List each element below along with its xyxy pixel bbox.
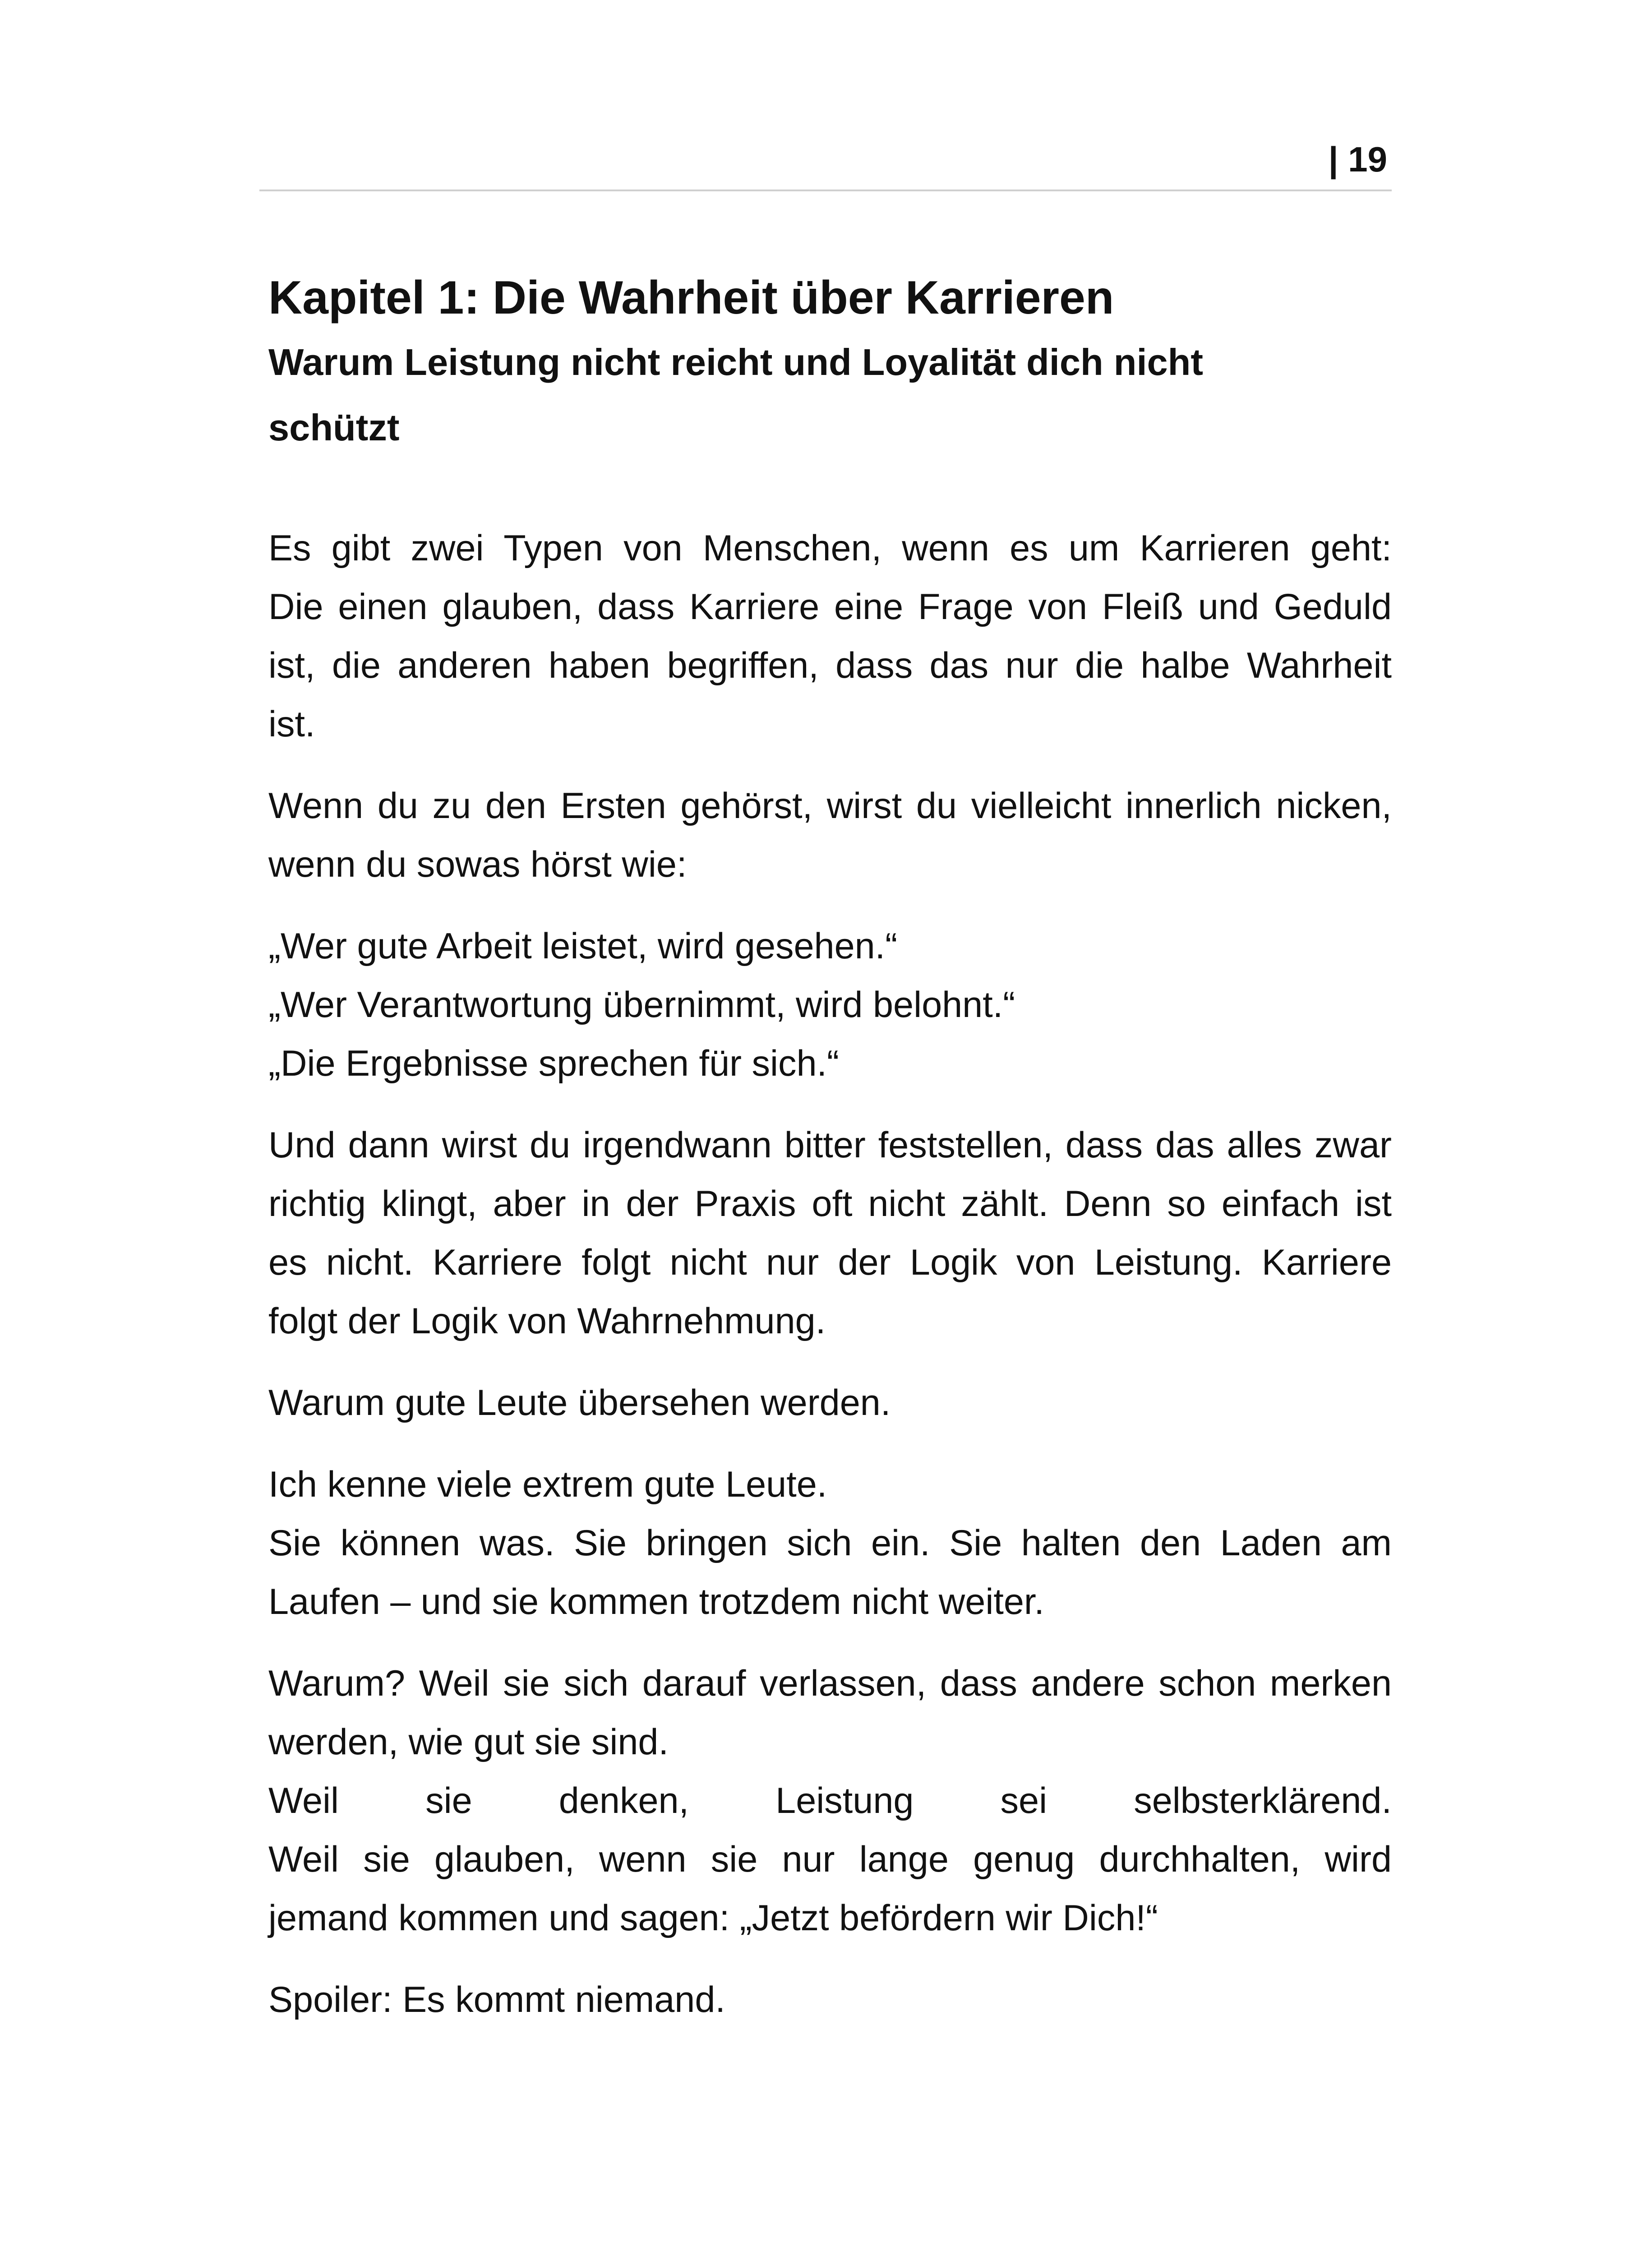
text-line: ist, die anderen haben begriffen, dass das nur die halbe Wahrheit — [268, 645, 1392, 686]
text-line: Weil sie glauben, wenn sie nur lange genug durchhalten, wird — [268, 1839, 1392, 1880]
body-text — [268, 519, 1392, 2029]
paragraph — [268, 1373, 1392, 1432]
paragraph — [268, 1455, 1392, 1631]
text-line: Warum gute Leute übersehen werden. — [268, 1382, 891, 1423]
text-line: wenn du sowas hörst wie: — [268, 844, 687, 885]
quote-line: „Die Ergebnisse sprechen für sich.“ — [268, 1043, 840, 1084]
text-line: es nicht. Karriere folgt nicht nur der Logik von Leistung. Karriere — [268, 1242, 1392, 1283]
text-line: Warum? Weil sie sich darauf verlassen, dass andere schon merken — [268, 1663, 1392, 1704]
paragraph — [268, 1116, 1392, 1350]
text-line: folgt der Logik von Wahrnehmung. — [268, 1301, 826, 1341]
paragraph — [268, 1970, 1392, 2029]
chapter-title: Kapitel 1: Die Wahrheit über Karrieren — [268, 272, 1114, 324]
chapter-subtitle: Warum Leistung nicht reicht und Loyalität dich nicht schützt — [268, 341, 1204, 448]
text-line: Die einen glauben, dass Karriere eine Frage von Fleiß und Geduld — [268, 587, 1392, 627]
paragraph — [268, 519, 1392, 754]
page-header — [259, 131, 1392, 191]
page-content — [268, 266, 1392, 2052]
page-number: | 19 — [1328, 139, 1387, 179]
paragraph — [268, 777, 1392, 894]
quote-line: „Wer gute Arbeit leistet, wird gesehen.“ — [268, 926, 898, 966]
text-line: Ich kenne viele extrem gute Leute. — [268, 1464, 827, 1505]
text-line: Es gibt zwei Typen von Menschen, wenn es um Karrieren geht: — [268, 528, 1392, 569]
text-line: Wenn du zu den Ersten gehörst, wirst du vielleicht innerlich nicken, — [268, 786, 1392, 826]
text-line: Laufen – und sie kommen trotzdem nicht weiter. — [268, 1581, 1044, 1622]
text-line: richtig klingt, aber in der Praxis oft nicht zählt. Denn so einfach ist — [268, 1183, 1392, 1224]
text-line: Und dann wirst du irgendwann bitter feststellen, dass das alles zwar — [268, 1125, 1392, 1165]
text-line: Spoiler: Es kommt niemand. — [268, 1979, 725, 2020]
quote-line: „Wer Verantwortung übernimmt, wird belohnt.“ — [268, 985, 1015, 1025]
text-line: ist. — [268, 704, 315, 744]
quote-block — [268, 917, 1392, 1093]
text-line: Weil sie denken, Leistung sei selbsterklärend. — [268, 1780, 1392, 1821]
text-line: werden, wie gut sie sind. — [268, 1722, 669, 1762]
text-line: jemand kommen und sagen: „Jetzt befördern wir Dich!“ — [268, 1898, 1158, 1938]
text-line: Sie können was. Sie bringen sich ein. Sie halten den Laden am — [268, 1523, 1392, 1563]
paragraph — [268, 1654, 1392, 1947]
